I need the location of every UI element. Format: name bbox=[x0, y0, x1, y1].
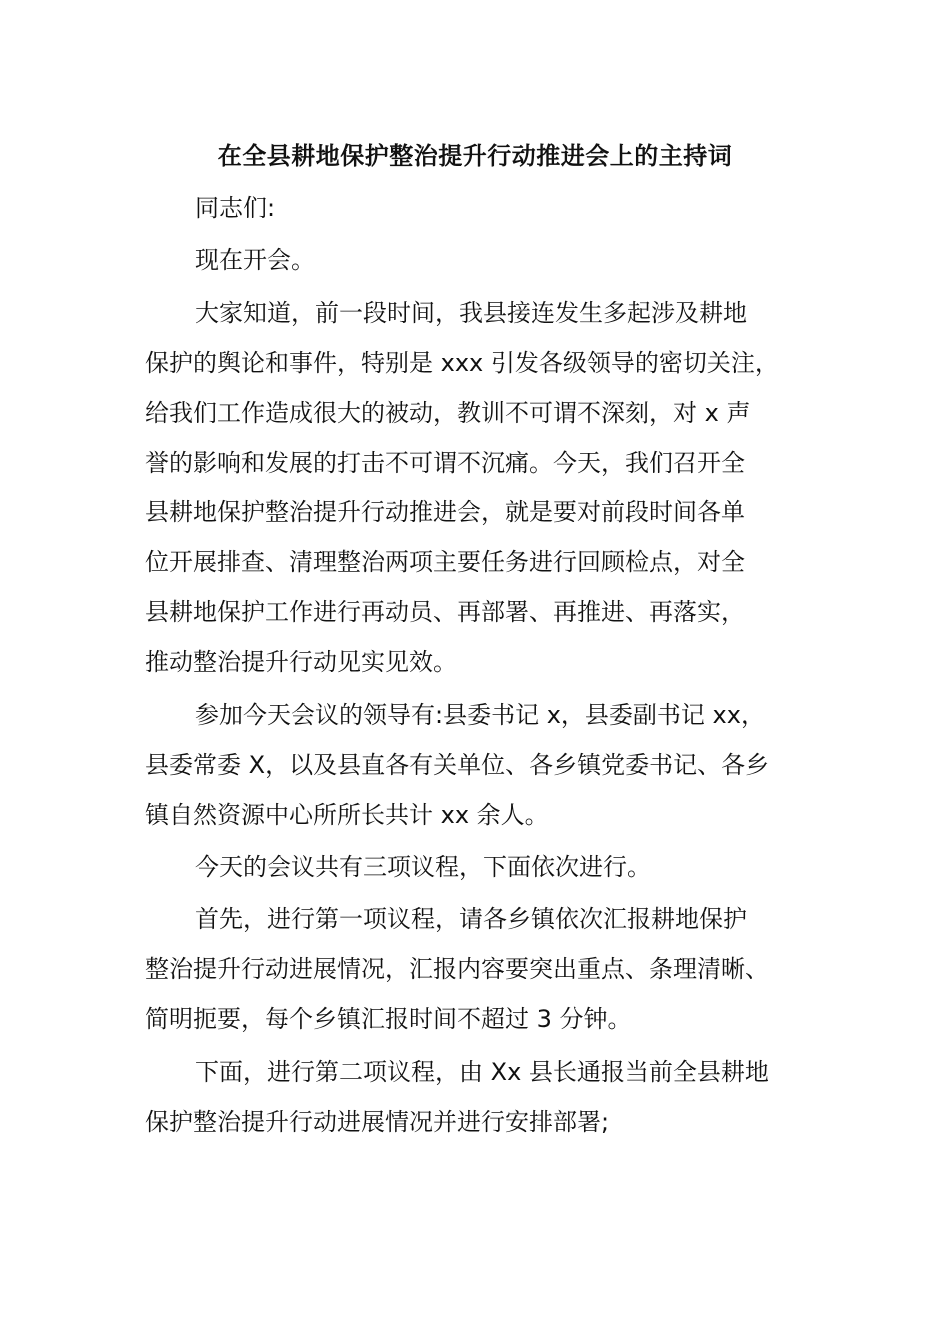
paragraph-4-line-2: 整治提升行动进展情况，汇报内容要突出重点、条理清晰、 bbox=[145, 955, 769, 983]
paragraph-1-line-2: 保护的舆论和事件，特别是 xxx 引发各级领导的密切关注， bbox=[145, 349, 779, 377]
document-title: 在全县耕地保护整治提升行动推进会上的主持词 bbox=[217, 142, 733, 170]
opening-line: 现在开会。 bbox=[195, 246, 315, 274]
paragraph-5-line-1: 下面，进行第二项议程，由 Xx 县长通报当前全县耕地 bbox=[195, 1058, 769, 1086]
paragraph-1-line-7: 县耕地保护工作进行再动员、再部署、再推进、再落实， bbox=[145, 598, 745, 626]
paragraph-1-line-6: 位开展排查、清理整治两项主要任务进行回顾检点，对全 bbox=[145, 548, 745, 576]
paragraph-4-line-3: 简明扼要，每个乡镇汇报时间不超过 3 分钟。 bbox=[145, 1005, 632, 1033]
salutation-line: 同志们: bbox=[195, 194, 276, 222]
paragraph-1-line-8: 推动整治提升行动见实见效。 bbox=[145, 648, 457, 676]
paragraph-2-line-3: 镇自然资源中心所所长共计 xx 余人。 bbox=[145, 801, 549, 829]
paragraph-1-line-3: 给我们工作造成很大的被动，教训不可谓不深刻，对 x 声 bbox=[145, 399, 751, 427]
paragraph-5-line-2: 保护整治提升行动进展情况并进行安排部署; bbox=[145, 1108, 610, 1136]
paragraph-1-line-5: 县耕地保护整治提升行动推进会，就是要对前段时间各单 bbox=[145, 498, 745, 526]
paragraph-3-line-1: 今天的会议共有三项议程，下面依次进行。 bbox=[195, 853, 651, 881]
paragraph-1-line-1: 大家知道，前一段时间，我县接连发生多起涉及耕地 bbox=[195, 299, 747, 327]
paragraph-2-line-1: 参加今天会议的领导有:县委书记 x，县委副书记 xx， bbox=[195, 701, 765, 729]
paragraph-2-line-2: 县委常委 X，以及县直各有关单位、各乡镇党委书记、各乡 bbox=[145, 751, 770, 779]
paragraph-4-line-1: 首先，进行第一项议程，请各乡镇依次汇报耕地保护 bbox=[195, 905, 747, 933]
paragraph-1-line-4: 誉的影响和发展的打击不可谓不沉痛。今天，我们召开全 bbox=[145, 449, 745, 477]
